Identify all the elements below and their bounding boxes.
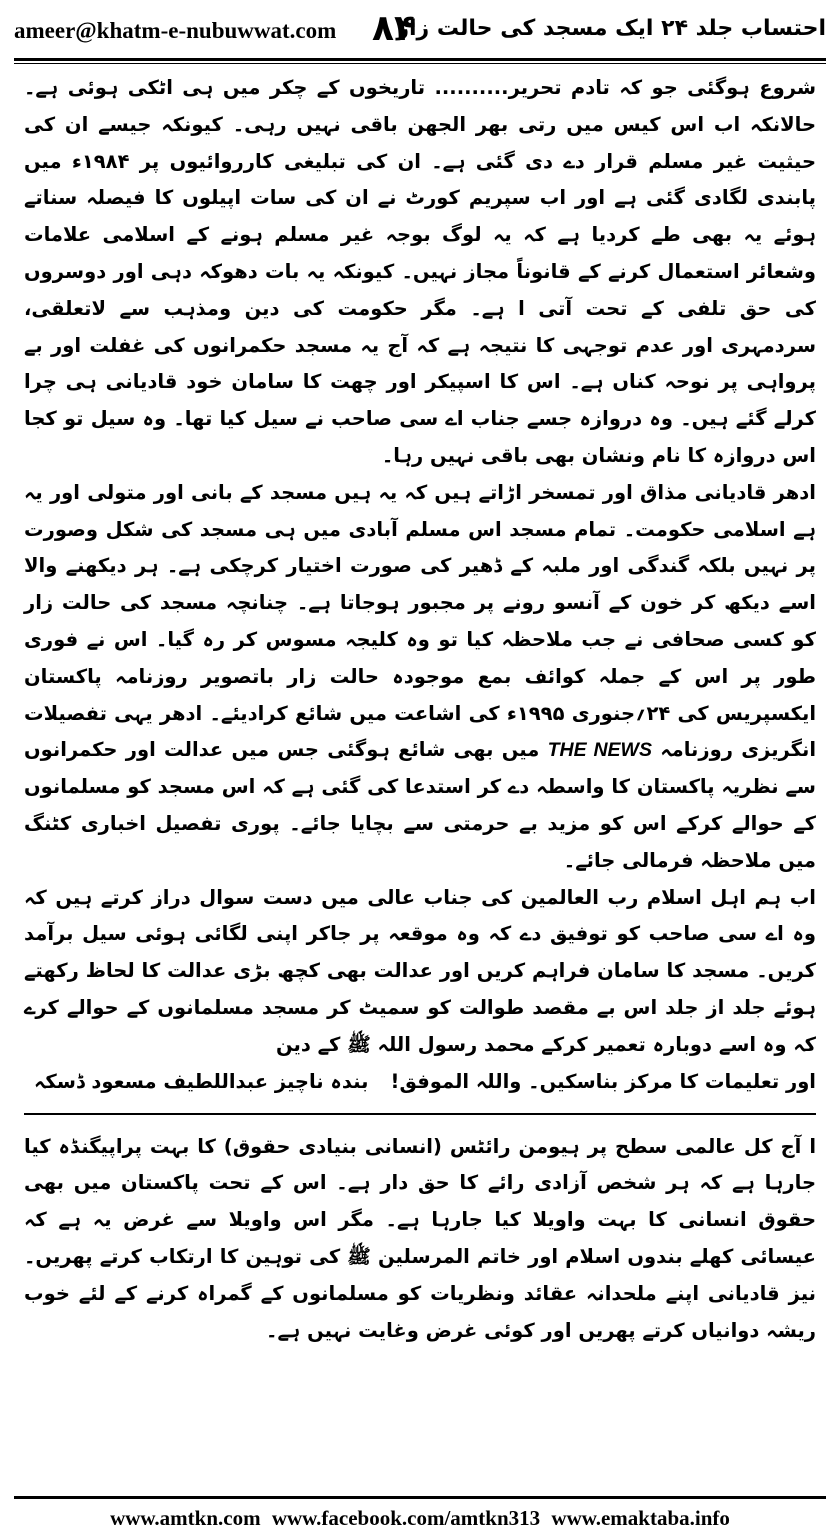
page-footer [14,1496,826,1536]
header-email: ameer@khatm-e-nubuwwat.com [14,18,337,43]
paragraph-1: شروع ہوگئی جو کہ تادم تحریر.......... تاریخوں کے چکر میں ہی اٹکی ہوئی ہے۔ حالانکہ اب اس کیس میں رتی بھر الجھن باقی نہیں رہی۔ کیونکہ جیسے ان کی حیثیت غیر مسلم قرار دے دی گئی ہے۔ ان کی تبلیغی کارروائیوں پر ۱۹۸۴ء میں پابندی لگادی گئی ہے اور اب سپریم کورٹ نے ان کی سات اپیلوں کا فیصلہ سناتے ہوئے یہ بھی طے کردیا ہے کہ یہ لوگ بوجہ غیر مسلم ہونے کے اسلامی علامات وشعائر استعمال کرنے کے قانوناً مجاز نہیں۔ کیونکہ یہ بات دھوکہ دہی اور دوسروں کی حق تلفی کے تحت آتی ا ہے۔ مگر حکومت کی دین ومذہب سے لاتعلقی، سردمہری اور عدم توجہی کا نتیجہ ہے کہ آج یہ مسجد حکمرانوں کی غفلت اور بے پرواہی پر نوحہ کناں ہے۔ اس کا اسپیکر اور چھت کا سامان خود قادیانی ہی چرا کرلے گئے ہیں۔ وہ دروازہ جسے جناب اے سی صاحب نے سیل کیا تھا۔ وہ سیل تو کجا اس دروازہ کا نام ونشان بھی باقی نہیں رہا۔ [24,76,816,467]
header-rule-thin [14,63,826,64]
signature: بندہ ناچیز عبداللطیف مسعود ڈسکہ [34,1069,369,1093]
header-rule-thick [14,58,826,61]
paragraph-2 [24,475,816,880]
footnote-marker: ا [809,1134,816,1158]
footer-rule [14,1496,826,1499]
footnote-text: آج کل عالمی سطح پر ہیومن رائٹس (انسانی بنیادی حقوق) کا بہت پراپیگنڈہ کیا جارہا ہے کہ ہر شخص آزادی رائے کا حق دار ہے۔ اس کے تحت پاکستان میں بھی حقوق انسانی کا بہت واویلا کیا جارہا ہے۔ مگر اس واویلا سے غرض یہ ہے کہ عیسائی کھلے بندوں اسلام اور خاتم المرسلین ﷺ کی توہین کا ارتکاب کرتے پھریں۔ نیز قادیانی اپنے ملحدانہ عقائد ونظریات کو مسلمانوں کے گمراہ کرنے کے لئے خوب ریشہ دوانیاں کرتے پھریں اور کوئی غرض وغایت نہیں ہے۔ [24,1134,816,1342]
footer-links: www.amtkn.com www.facebook.com/amtkn313 www.emaktaba.info [110,1506,730,1530]
english-newspaper-name: THE NEWS [547,739,652,762]
header-title: احتساب جلد ۲۴ ایک مسجد کی حالت زار [396,16,826,41]
closing-row [24,1064,816,1101]
main-text [24,70,816,1478]
closing-line: اور تعلیمات کا مرکز بناسکیں۔ واللہ الموفق! [390,1069,816,1093]
paragraph-3: اب ہم اہل اسلام رب العالمین کی جناب عالی میں دست سوال دراز کرتے ہیں کہ وہ اے سی صاحب کو توفیق دے کہ وہ موقعہ پر جاکر اپنی لگائی ہوئی سیل برآمد کریں۔ مسجد کا سامان فراہم کریں اور عدالت بھی کچھ بڑی عدالت کا لحاظ رکھتے ہوئے جلد از جلد اس بے مقصد طوالت کو سمیٹ کر مسجد مسلمانوں کے حوالے کرے کہ وہ اسے دوبارہ تعمیر کرکے محمد رسول اللہ ﷺ کے دین [24,885,816,1056]
paragraph-2-text: ادھر قادیانی مذاق اور تمسخر اڑاتے ہیں کہ یہ ہیں مسجد کے بانی اور متولی اور یہ ہے اسلامی حکومت۔ تمام مسجد اس مسلم آبادی میں ہی مسجد کی شکل وصورت پر نہیں بلکہ گندگی اور ملبہ کے ڈھیر کی صورت اختیار کرچکی ہے۔ ہر دیکھنے والا اسے دیکھ کر خون کے آنسو رونے پر مجبور ہوجاتا ہے۔ چنانچہ مسجد کی حالت زار کو کسی صحافی نے جب ملاحظہ کیا تو وہ کلیجہ مسوس کر رہ گیا۔ اس نے فوری طور پر اس کے جملہ کوائف بمع موجودہ حالت زار باتصویر روزنامہ پاکستان ایکسپریس کی ۲۴؍جنوری ۱۹۹۵ء کی اشاعت میں شائع کرادیئے۔ ادھر یہی تفصیلات انگریزی روزنامہ [24,480,817,762]
page-number: ۸۴ [372,8,416,49]
footnote [24,1129,816,1350]
footnote-divider [24,1113,816,1115]
paragraph-2-continued: میں بھی شائع ہوگئی جس میں عدالت اور حکمرانوں سے نظریہ پاکستان کا واسطہ دے کر استدعا کی گئی ہے کہ اس مسجد کو مسلمانوں کے حوالے کرکے اس کو مزید بے حرمتی سے بچایا جائے۔ پوری تفصیل اخباری کٹنگ میں ملاحظہ فرمالی جائے۔ [24,738,816,872]
page-header [0,0,840,62]
